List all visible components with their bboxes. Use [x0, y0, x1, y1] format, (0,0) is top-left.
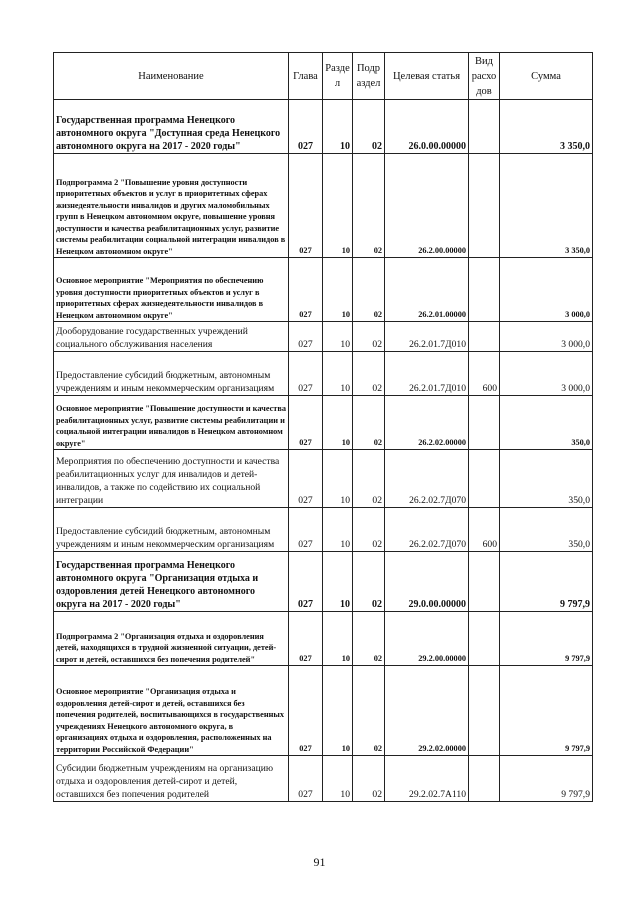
- row-section: 10: [323, 258, 353, 322]
- row-amount: 350,0: [500, 450, 593, 508]
- table-row: [54, 666, 593, 756]
- row-name: Государственная программа Ненецкого автономного округа "Доступная среда Ненецкого автономного округа на 2017 - 2020 годы": [54, 100, 289, 154]
- row-target: 26.0.00.00000: [385, 100, 469, 154]
- row-section: 10: [323, 154, 353, 258]
- row-expense-type: [469, 100, 500, 154]
- row-target: 26.2.02.00000: [385, 396, 469, 450]
- row-section: 10: [323, 508, 353, 552]
- row-target: 26.2.00.00000: [385, 154, 469, 258]
- row-target: 26.2.01.00000: [385, 258, 469, 322]
- row-subsection: 02: [353, 258, 385, 322]
- row-chapter: 027: [289, 258, 323, 322]
- row-expense-type: [469, 154, 500, 258]
- row-expense-type: [469, 666, 500, 756]
- row-name: Подпрограмма 2 "Организация отдыха и оздоровления детей, находящихся в трудной жизненной ситуации, детей-сирот и детей, оставшихся без попечения родителей": [54, 612, 289, 666]
- row-amount: 3 000,0: [500, 352, 593, 396]
- row-subsection: 02: [353, 322, 385, 352]
- header-expense-type: Вид расхо дов: [469, 53, 500, 100]
- row-subsection: 02: [353, 154, 385, 258]
- table-row: [54, 352, 593, 396]
- row-section: 10: [323, 612, 353, 666]
- row-name: Мероприятия по обеспечению доступности и качества реабилитационных услуг для инвалидов и детей-инвалидов, а также по содействию их социальной интеграции: [54, 450, 289, 508]
- table-row: [54, 154, 593, 258]
- row-expense-type: [469, 756, 500, 802]
- row-chapter: 027: [289, 508, 323, 552]
- row-expense-type: [469, 612, 500, 666]
- table-row: [54, 612, 593, 666]
- row-subsection: 02: [353, 450, 385, 508]
- row-name: Подпрограмма 2 "Повышение уровня доступности приоритетных объектов и услуг в приоритетных сферах жизнедеятельности инвалидов и других маломобильных групп в Ненецком автономном округе, повышение уровня доступности и качества реабилитационных услуг, развитие системы реабилитации социальной интеграции инвалидов в Ненецком автономном округе": [54, 154, 289, 258]
- row-subsection: 02: [353, 508, 385, 552]
- row-chapter: 027: [289, 154, 323, 258]
- row-expense-type: 600: [469, 508, 500, 552]
- row-target: 26.2.02.7Д070: [385, 450, 469, 508]
- row-name: Основное мероприятие "Организация отдыха и оздоровления детей-сирот и детей, оставшихся без попечения родителей, воспитывающихся в государственных учреждениях Ненецкого автономного округа, в организациях отдыха и оздоровления, расположенных на территории Российской Федерации": [54, 666, 289, 756]
- row-section: 10: [323, 756, 353, 802]
- row-chapter: 027: [289, 666, 323, 756]
- table-row: [54, 100, 593, 154]
- row-amount: 350,0: [500, 396, 593, 450]
- page-number: 91: [313, 855, 326, 869]
- row-chapter: 027: [289, 552, 323, 612]
- row-amount: 3 350,0: [500, 154, 593, 258]
- header-amount: Сумма: [500, 53, 593, 100]
- row-name: Основное мероприятие "Повышение доступности и качества реабилитационных услуг, развитие системы реабилитации и социальной интеграции инвалидов в Ненецком автономном округе": [54, 396, 289, 450]
- table-row: [54, 756, 593, 802]
- row-expense-type: [469, 552, 500, 612]
- row-name: Предоставление субсидий бюджетным, автономным учреждениям и иным некоммерческим организациям: [54, 352, 289, 396]
- header-target: Целевая статья: [385, 53, 469, 100]
- table-row: [54, 258, 593, 322]
- row-target: 29.0.00.00000: [385, 552, 469, 612]
- row-target: 26.2.01.7Д010: [385, 322, 469, 352]
- row-expense-type: [469, 396, 500, 450]
- row-target: 29.2.02.7А110: [385, 756, 469, 802]
- table-row: [54, 322, 593, 352]
- table-row: [54, 450, 593, 508]
- row-name: Субсидии бюджетным учреждениям на организацию отдыха и оздоровления детей-сирот и детей, оставшихся без попечения родителей: [54, 756, 289, 802]
- row-section: 10: [323, 100, 353, 154]
- row-expense-type: [469, 450, 500, 508]
- row-amount: 3 000,0: [500, 258, 593, 322]
- table-row: [54, 508, 593, 552]
- row-target: 26.2.01.7Д010: [385, 352, 469, 396]
- header-subsection: Подр аздел: [353, 53, 385, 100]
- row-amount: 9 797,9: [500, 612, 593, 666]
- row-target: 26.2.02.7Д070: [385, 508, 469, 552]
- row-expense-type: [469, 258, 500, 322]
- row-chapter: 027: [289, 450, 323, 508]
- row-amount: 350,0: [500, 508, 593, 552]
- row-name: Основное мероприятие "Мероприятия по обеспечению уровня доступности приоритетных объектов и услуг в приоритетных сферах жизнедеятельности инвалидов в Ненецком автономном округе": [54, 258, 289, 322]
- row-name: Предоставление субсидий бюджетным, автономным учреждениям и иным некоммерческим организациям: [54, 508, 289, 552]
- header-row: [54, 53, 593, 100]
- row-name: Дооборудование государственных учреждений социального обслуживания населения: [54, 322, 289, 352]
- row-amount: 9 797,9: [500, 666, 593, 756]
- row-amount: 3 350,0: [500, 100, 593, 154]
- row-section: 10: [323, 552, 353, 612]
- row-subsection: 02: [353, 612, 385, 666]
- row-section: 10: [323, 322, 353, 352]
- row-chapter: 027: [289, 352, 323, 396]
- row-target: 29.2.02.00000: [385, 666, 469, 756]
- row-expense-type: 600: [469, 352, 500, 396]
- row-chapter: 027: [289, 396, 323, 450]
- table-row: [54, 396, 593, 450]
- header-section: Разде л: [323, 53, 353, 100]
- row-subsection: 02: [353, 666, 385, 756]
- row-subsection: 02: [353, 552, 385, 612]
- row-chapter: 027: [289, 100, 323, 154]
- table-row: [54, 552, 593, 612]
- row-section: 10: [323, 396, 353, 450]
- row-expense-type: [469, 322, 500, 352]
- row-amount: 9 797,9: [500, 756, 593, 802]
- row-section: 10: [323, 450, 353, 508]
- row-subsection: 02: [353, 396, 385, 450]
- row-chapter: 027: [289, 756, 323, 802]
- row-subsection: 02: [353, 100, 385, 154]
- header-name: Наименование: [54, 53, 289, 100]
- row-subsection: 02: [353, 352, 385, 396]
- row-target: 29.2.00.00000: [385, 612, 469, 666]
- row-name: Государственная программа Ненецкого автономного округа "Организация отдыха и оздоровления детей Ненецкого автономного округа на 2017 - 2020 годы": [54, 552, 289, 612]
- row-amount: 3 000,0: [500, 322, 593, 352]
- row-section: 10: [323, 352, 353, 396]
- budget-table: [53, 52, 593, 802]
- row-amount: 9 797,9: [500, 552, 593, 612]
- header-chapter: Глава: [289, 53, 323, 100]
- row-chapter: 027: [289, 612, 323, 666]
- row-subsection: 02: [353, 756, 385, 802]
- row-chapter: 027: [289, 322, 323, 352]
- row-section: 10: [323, 666, 353, 756]
